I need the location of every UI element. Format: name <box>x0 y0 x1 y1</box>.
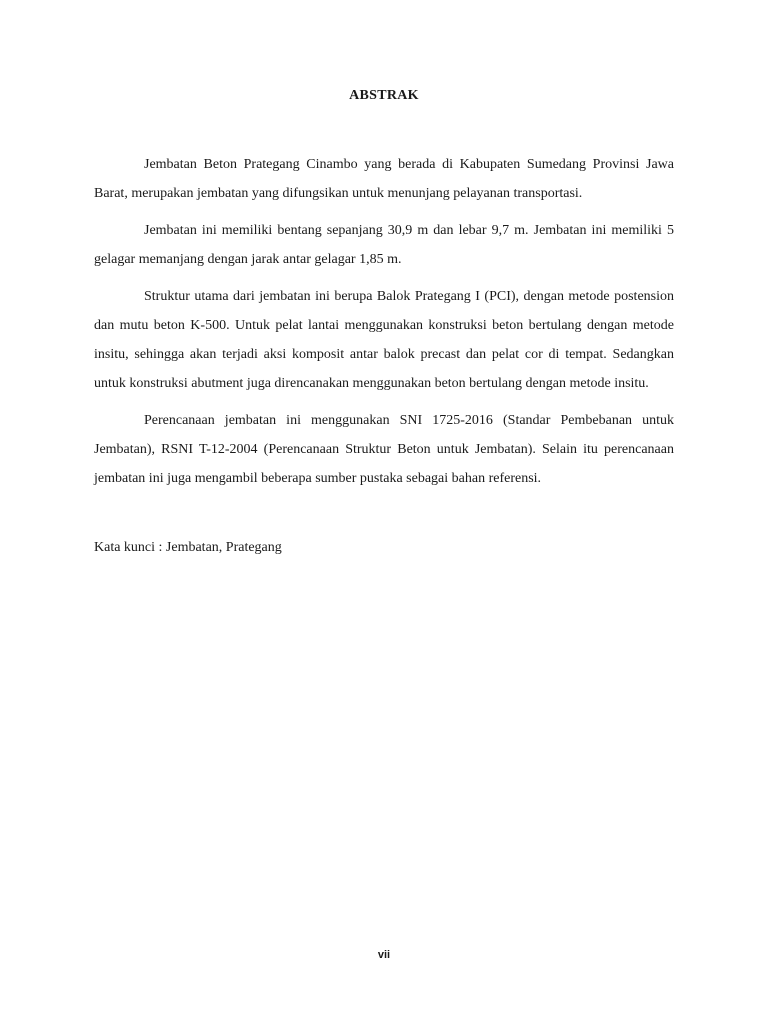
abstract-body <box>94 150 674 501</box>
abstract-paragraph: Perencanaan jembatan ini menggunakan SNI 1725-2016 (Standar Pembebanan untuk Jembatan), RSNI T-12-2004 (Perencanaan Struktur Beton untuk Jembatan). Selain itu perencanaan jembatan ini juga mengambil beberapa sumber pustaka sebagai bahan referensi. <box>94 413 674 486</box>
abstract-paragraph: Jembatan Beton Prategang Cinambo yang berada di Kabupaten Sumedang Provinsi Jawa Barat, merupakan jembatan yang difungsikan untuk menunjang pelayanan transportasi. <box>94 157 674 201</box>
abstract-paragraph: Jembatan ini memiliki bentang sepanjang 30,9 m dan lebar 9,7 m. Jembatan ini memiliki 5 gelagar memanjang dengan jarak antar gelagar 1,85 m. <box>94 223 674 267</box>
keywords-line: Kata kunci : Jembatan, Prategang <box>94 540 282 555</box>
abstract-paragraph: Struktur utama dari jembatan ini berupa Balok Prategang I (PCI), dengan metode postension dan mutu beton K-500. Untuk pelat lantai menggunakan konstruksi beton bertulang dengan metode insitu, sehingga akan terjadi aksi komposit antar balok precast dan pelat cor di tempat. Sedangkan untuk konstruksi abutment juga direncanakan menggunakan beton bertulang dengan metode insitu. <box>94 289 674 391</box>
page-number: vii <box>377 949 391 961</box>
abstract-title: ABSTRAK <box>349 88 419 103</box>
